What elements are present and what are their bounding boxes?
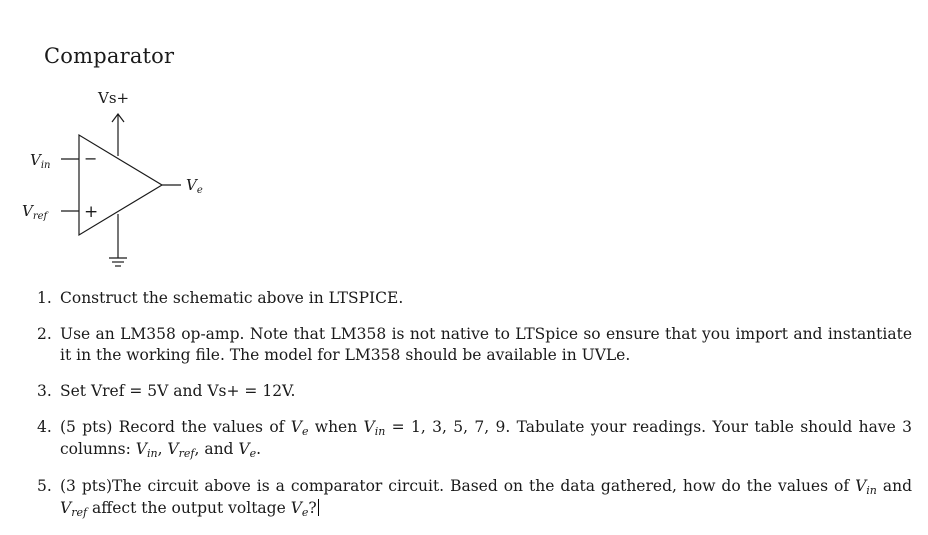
math-vref-sub: ref <box>178 447 195 460</box>
math-ve-sub: e <box>249 447 257 460</box>
minus-sign: − <box>84 149 98 168</box>
question-text <box>60 417 912 461</box>
question-text: Set Vref = 5V and Vs+ = 12V. <box>60 382 296 400</box>
text-segment: . <box>256 440 262 458</box>
page-title: Comparator <box>44 44 175 68</box>
text-segment: = 1, 3, 5, 7, 9. Tabulate your readings. Your table should have 3 columns: <box>60 418 912 458</box>
math-vin: V <box>135 440 147 458</box>
math-ve: V <box>238 440 250 458</box>
text-segment: (5 pts) Record the values of <box>60 418 291 436</box>
question-number: 2. <box>37 325 52 343</box>
question-number: 4. <box>37 418 52 436</box>
text-segment: when <box>308 418 364 436</box>
question-number: 5. <box>37 477 52 495</box>
comparator-schematic <box>0 80 230 280</box>
text-segment: ? <box>308 499 317 517</box>
math-vin-sub: in <box>374 425 386 438</box>
math-ve: V <box>290 499 302 517</box>
plus-sign: + <box>84 202 99 222</box>
ground-symbol <box>109 214 127 266</box>
question-number: 3. <box>37 382 52 400</box>
text-segment: , <box>157 440 168 458</box>
math-ve: V <box>290 418 302 436</box>
vin-label <box>30 151 50 171</box>
text-segment: and <box>876 477 912 495</box>
question-1 <box>37 288 912 309</box>
question-4 <box>37 417 912 461</box>
text-segment: , and <box>194 440 239 458</box>
math-vref: V <box>167 440 179 458</box>
text-segment: affect the output voltage <box>87 499 291 517</box>
math-vin: V <box>855 477 867 495</box>
ve-label <box>186 176 203 196</box>
question-5 <box>37 476 912 520</box>
math-ve-sub: e <box>301 506 309 519</box>
math-ve-sub: e <box>301 425 309 438</box>
ve-label-main: V <box>186 176 197 194</box>
vin-label-sub: in <box>40 160 51 171</box>
ve-label-sub: e <box>196 185 203 196</box>
question-text: Construct the schematic above in LTSPICE. <box>60 289 404 307</box>
text-cursor <box>318 499 319 516</box>
vref-label-main: V <box>22 202 33 220</box>
text-segment: (3 pts)The circuit above is a comparator circuit. Based on the data gathered, how do the values of <box>60 477 856 495</box>
vs-arrow <box>112 114 124 156</box>
vin-label-main: V <box>30 151 41 169</box>
math-vin-sub: in <box>146 447 158 460</box>
question-text: Use an LM358 op-amp. Note that LM358 is not native to LTSpice so ensure that you import and instantiate it in the working file. The model for LM358 should be available in UVLe. <box>60 325 912 364</box>
math-vref-sub: ref <box>71 506 88 519</box>
math-vin: V <box>363 418 375 436</box>
vref-label <box>22 202 50 222</box>
vs-label: Vs+ <box>98 89 130 107</box>
question-3 <box>37 381 912 402</box>
question-text[interactable] <box>60 476 912 520</box>
question-2 <box>37 324 912 366</box>
math-vref: V <box>60 499 72 517</box>
question-number: 1. <box>37 289 52 307</box>
question-list <box>37 288 912 535</box>
math-vin-sub: in <box>866 484 877 497</box>
vref-label-sub: ref <box>32 211 48 222</box>
